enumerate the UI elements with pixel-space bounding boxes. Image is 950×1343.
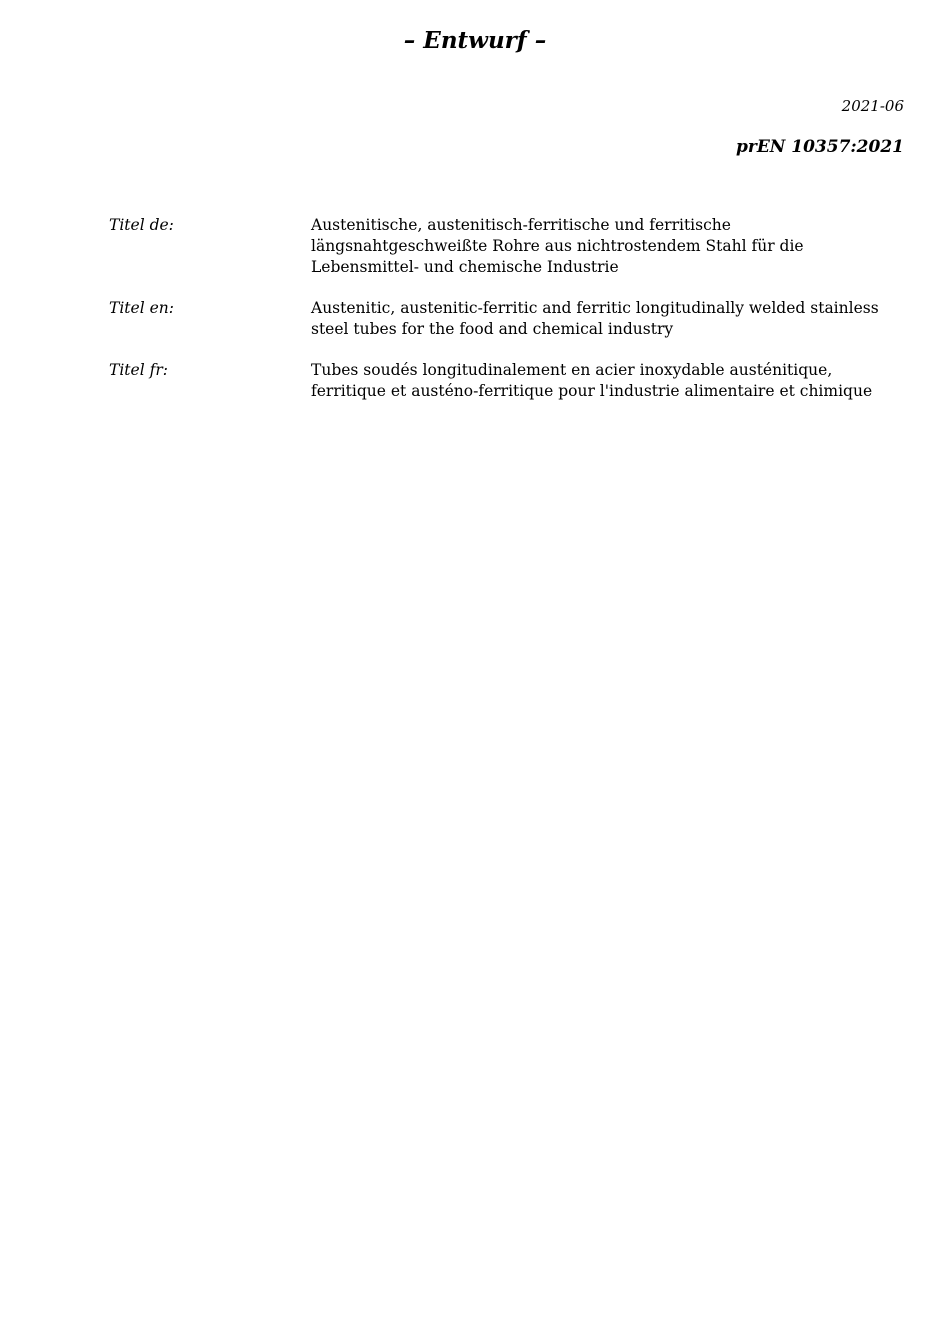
title-row-de	[109, 215, 909, 278]
title-label-en: Titel en:	[109, 299, 174, 317]
title-text-fr: Tubes soudés longitudinalement en acier inoxydable austénitique, ferritique et austéno-ferritique pour l'industrie alimentaire et chimique	[311, 361, 873, 400]
draft-title: – Entwurf –	[403, 27, 547, 54]
title-block	[109, 215, 909, 422]
title-label-de: Titel de:	[109, 216, 174, 234]
title-row-fr	[109, 360, 909, 402]
title-text-en: Austenitic, austenitic-ferritic and ferritic longitudinally welded stainless steel tubes for the food and chemical industry	[311, 299, 879, 338]
document-date: 2021-06	[841, 97, 904, 115]
title-label-fr: Titel fr:	[109, 361, 168, 379]
document-number: prEN 10357:2021	[736, 137, 904, 157]
title-text-de: Austenitische, austenitisch-ferritische und ferritische längsnahtgeschweißte Rohre aus nichtrostendem Stahl für die Lebensmittel- und chemische Industrie	[311, 216, 804, 276]
title-row-en	[109, 298, 909, 340]
